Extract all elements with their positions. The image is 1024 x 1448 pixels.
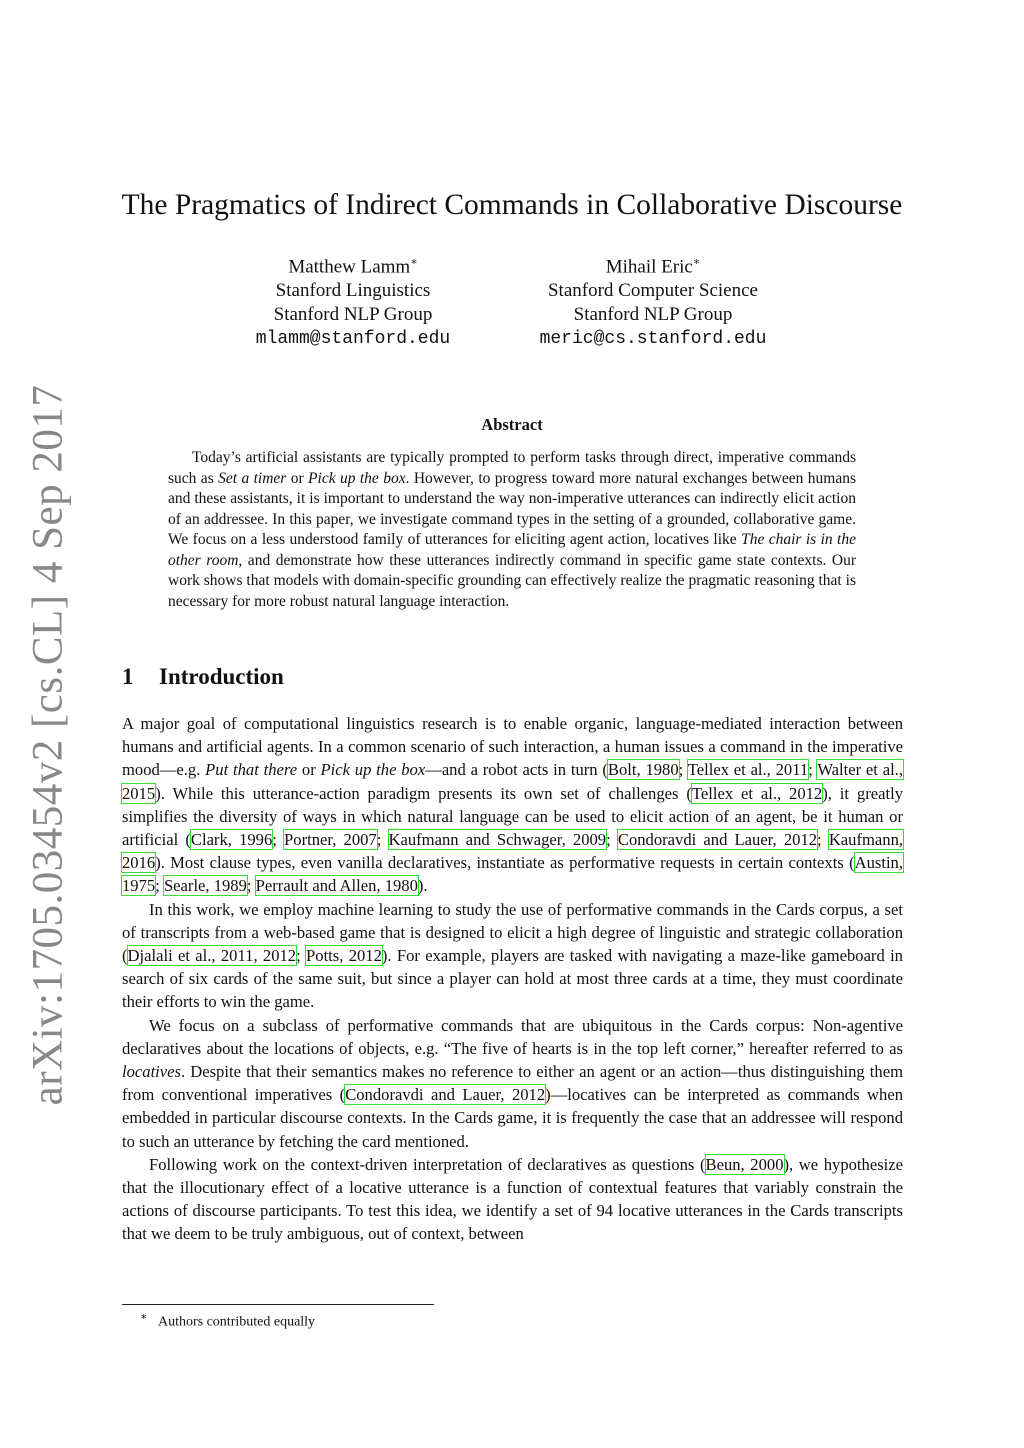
author-email[interactable]: meric@cs.stanford.edu [539, 329, 767, 350]
citation-link[interactable]: Condoravdi and Lauer, 2012 [345, 1085, 546, 1105]
author-affiliation: Stanford Computer Science [547, 280, 758, 302]
citation-link[interactable]: Bolt, 1980 [607, 760, 679, 780]
citation-link[interactable]: Austin, 1975 [122, 853, 903, 896]
footnote-divider [122, 1304, 434, 1305]
example-command: Set a timer [218, 469, 287, 487]
paper-title: The Pragmatics of Indirect Commands in Collaborative Discourse [121, 189, 903, 221]
citation-link[interactable]: Tellex et al., 2012 [691, 783, 823, 803]
author-block-1 [203, 250, 503, 351]
citation-link[interactable]: Searle, 1989 [163, 876, 247, 896]
citation-link[interactable]: Perrault and Allen, 1980 [255, 876, 418, 896]
author-name: Matthew Lamm∗ [288, 256, 418, 278]
section-heading-introduction [122, 664, 284, 690]
citation-link[interactable]: Beun, 2000 [705, 1154, 784, 1174]
citation-link[interactable]: Potts, 2012 [306, 946, 382, 966]
arxiv-identifier-text: arXiv:1705.03454v2 [cs.CL] 4 Sep 2017 [24, 384, 72, 1106]
example-command: Pick up the box [308, 469, 406, 487]
author-affiliation: Stanford NLP Group [573, 304, 733, 326]
citation-link[interactable]: Kaufmann, 2016 [122, 830, 904, 873]
abstract-heading: Abstract [481, 415, 543, 434]
author-affiliation: Stanford NLP Group [273, 304, 433, 326]
example-locative: The chair is in the other room [168, 531, 856, 569]
author-name: Mihail Eric∗ [605, 256, 701, 278]
body-paragraph: We focus on a subclass of performative commands that are ubiquitous in the Cards corpus: Non-agentive declaratives about the locations of objects, e.g. “The five of hearts is in the top left corner,” hereafter referred to as locatives. Despite that their semantics makes no reference to either an agent or an action—thus distinguishing them from conventional imperatives (Condoravdi and Lauer, 2012)—locatives can be interpreted as commands when embedded in particular discourse contexts. In the Cards game, it is frequently the case that an addressee will respond to such an utterance by fetching the card mentioned. [122, 1015, 903, 1151]
equal-contribution-mark: ∗ [692, 256, 701, 268]
equal-contribution-mark: ∗ [410, 256, 418, 268]
footnote [140, 1310, 315, 1331]
citation-link[interactable]: Tellex et al., 2011 [687, 760, 809, 780]
author-block-2 [503, 250, 803, 351]
body-paragraph: In this work, we employ machine learning to study the use of performative commands in the Cards corpus, a set of transcripts from a web-based game that is designed to elicit a high degree of linguistic and strategic collaboration (Djalali et al., 2011, 2012; Potts, 2012). For example, players are tasked with navigating a maze-like gameboard in search of six cards of the same suit, but since a player can hold at most three cards at a time, they must coordinate their efforts to win the game. [122, 899, 903, 1012]
body-paragraph: Following work on the context-driven interpretation of declaratives as questions (Beun, 2000), we hypothesize that the illocutionary effect of a locative utterance is a function of contextual features that variably constrain the actions of discourse participants. To test this idea, we identify a set of 94 locative utterances in the Cards transcripts that we deem to be truly ambiguous, out of context, between [122, 1154, 903, 1244]
section-title: Introduction [159, 664, 284, 689]
body-paragraph: A major goal of computational linguistics research is to enable organic, language-mediated interaction between humans and artificial agents. In a common scenario of such interaction, a human issues a command in the imperative mood—e.g. Put that there or Pick up the box—and a robot acts in turn (Bolt, 1980; Tellex et al., 2011; Walter et al., 2015). While this utterance-action paradigm presents its own set of challenges (Tellex et al., 2012), it greatly simplifies the diversity of ways in which natural language can be used to elicit action of an agent, be it human or artificial (Clark, 1996; Portner, 2007; Kaufmann and Schwager, 2009; Condoravdi and Lauer, 2012; Kaufmann, 2016). Most clause types, even vanilla declaratives, instantiate as performative requests in certain contexts (Austin, 1975; Searle, 1989; Perrault and Allen, 1980). [122, 714, 904, 896]
introduction-body [122, 712, 903, 1246]
footnote-text: Authors contributed equally [157, 1314, 316, 1330]
abstract-text: Today’s artificial assistants are typically prompted to perform tasks through direct, imperative commands such as Set a timer or Pick up the box. However, to progress toward more natural exchanges between humans and these assistants, it is important to understand the way non-imperative utterances can indirectly elicit action of an addressee. In this paper, we investigate command types in the setting of a grounded, collaborative game. We focus on a less understood family of utterances for eliciting agent action, locatives like The chair is in the other room, and demonstrate how these utterances indirectly command in specific game state contexts. Our work shows that models with domain-specific grounding can effectively realize the pragmatic reasoning that is necessary for more robust natural language interaction. [168, 449, 857, 610]
citation-link[interactable]: Walter et al., 2015 [122, 760, 903, 803]
citation-link[interactable]: Clark, 1996 [190, 830, 273, 850]
footnote-mark: ∗ [140, 1311, 148, 1323]
citation-link[interactable]: Portner, 2007 [284, 830, 377, 850]
section-number: 1 [122, 664, 134, 689]
author-affiliation: Stanford Linguistics [275, 280, 431, 302]
author-email[interactable]: mlamm@stanford.edu [255, 329, 451, 350]
citation-link[interactable]: Kaufmann and Schwager, 2009 [388, 830, 607, 850]
citation-link[interactable]: Condoravdi and Lauer, 2012 [617, 830, 818, 850]
citation-link[interactable]: Djalali et al., 2011, 2012 [127, 946, 297, 966]
